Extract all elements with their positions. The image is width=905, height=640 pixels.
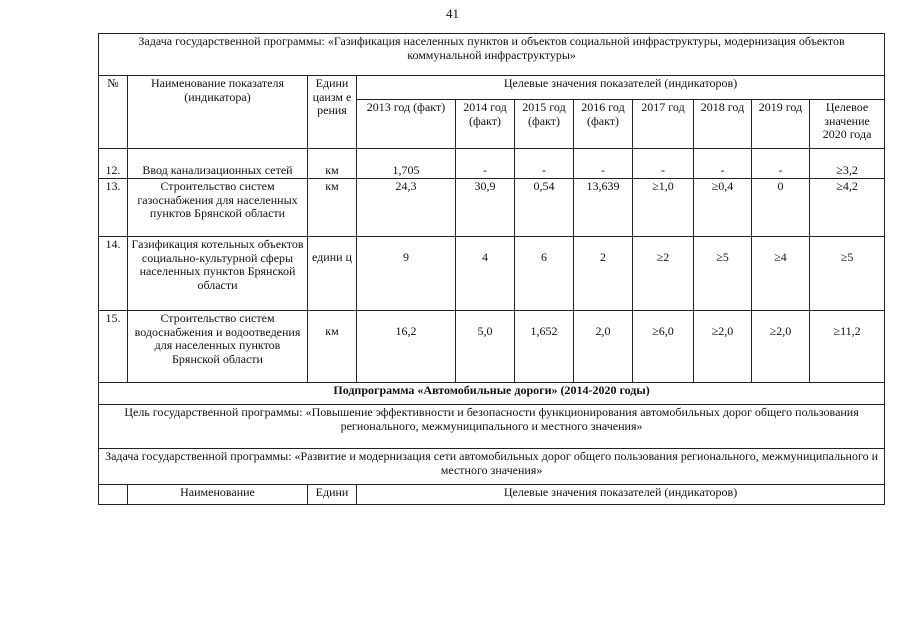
row-value: - bbox=[694, 149, 752, 179]
row-value: 1,705 bbox=[357, 149, 456, 179]
row-value: - bbox=[515, 149, 574, 179]
row-value: ≥2 bbox=[633, 237, 694, 311]
row-value: ≥1,0 bbox=[633, 179, 694, 237]
row-name: Ввод канализационных сетей bbox=[128, 149, 308, 179]
row-number: 15. bbox=[99, 311, 128, 383]
row-value: 1,652 bbox=[515, 311, 574, 383]
row-value: 13,639 bbox=[574, 179, 633, 237]
row-value: 2 bbox=[574, 237, 633, 311]
row-value: 0,54 bbox=[515, 179, 574, 237]
header-no: № bbox=[99, 76, 128, 149]
row-value: ≥4 bbox=[752, 237, 810, 311]
row-unit: км bbox=[308, 149, 357, 179]
row-value: ≥2,0 bbox=[752, 311, 810, 383]
table-row bbox=[99, 311, 885, 383]
footer-header-name: Наименование bbox=[128, 485, 308, 505]
header-year-2014: 2014 год (факт) bbox=[456, 100, 515, 149]
row-value: 24,3 bbox=[357, 179, 456, 237]
row-number: 13. bbox=[99, 179, 128, 237]
row-value: ≥4,2 bbox=[810, 179, 885, 237]
table-row bbox=[99, 179, 885, 237]
header-name: Наименование показателя (индикатора) bbox=[128, 76, 308, 149]
row-value: ≥6,0 bbox=[633, 311, 694, 383]
page-number: 41 bbox=[446, 6, 459, 21]
header-target-2020: Целевое значение 2020 года bbox=[810, 100, 885, 149]
row-unit: км bbox=[308, 311, 357, 383]
row-value: 5,0 bbox=[456, 311, 515, 383]
goal-cell: Цель государственной программы: «Повышение эффективности и безопасности функционирования автомобильных дорог общего пользования регионального, межмуниципального и местного значения» bbox=[99, 405, 885, 449]
header-year-2019: 2019 год bbox=[752, 100, 810, 149]
header-year-2017: 2017 год bbox=[633, 100, 694, 149]
subprogram-title: Подпрограмма «Автомобильные дороги» (2014-2020 годы) bbox=[99, 383, 885, 405]
row-value: 2,0 bbox=[574, 311, 633, 383]
row-value: 6 bbox=[515, 237, 574, 311]
row-value: - bbox=[574, 149, 633, 179]
row-value: 30,9 bbox=[456, 179, 515, 237]
table-row bbox=[99, 237, 885, 311]
row-value: - bbox=[456, 149, 515, 179]
row-value: ≥5 bbox=[694, 237, 752, 311]
row-value: ≥11,2 bbox=[810, 311, 885, 383]
header-year-2013: 2013 год (факт) bbox=[357, 100, 456, 149]
row-value: ≥0,4 bbox=[694, 179, 752, 237]
row-number: 14. bbox=[99, 237, 128, 311]
indicators-table bbox=[98, 33, 885, 505]
header-year-2015: 2015 год (факт) bbox=[515, 100, 574, 149]
row-value: 16,2 bbox=[357, 311, 456, 383]
row-unit: км bbox=[308, 179, 357, 237]
row-name: Газификация котельных объектов социально-культурной сферы населенных пунктов Брянской области bbox=[128, 237, 308, 311]
row-number: 12. bbox=[99, 149, 128, 179]
header-year-2018: 2018 год bbox=[694, 100, 752, 149]
task2-row bbox=[99, 449, 885, 485]
row-value: - bbox=[633, 149, 694, 179]
task2-cell: Задача государственной программы: «Развитие и модернизация сети автомобильных дорог общего пользования регионального, межмуниципального и местного значения» bbox=[99, 449, 885, 485]
row-value: 0 bbox=[752, 179, 810, 237]
subprogram-row bbox=[99, 383, 885, 405]
row-value: ≥2,0 bbox=[694, 311, 752, 383]
footer-header-target-group: Целевые значения показателей (индикаторов) bbox=[357, 485, 885, 505]
row-value: - bbox=[752, 149, 810, 179]
row-value: 4 bbox=[456, 237, 515, 311]
footer-header-unit: Едини bbox=[308, 485, 357, 505]
footer-header-row bbox=[99, 485, 885, 505]
row-name: Строительство систем водоснабжения и водоотведения для населенных пунктов Брянской области bbox=[128, 311, 308, 383]
row-unit: едини ц bbox=[308, 237, 357, 311]
goal-row bbox=[99, 405, 885, 449]
row-value: ≥5 bbox=[810, 237, 885, 311]
footer-header-no bbox=[99, 485, 128, 505]
header-unit: Едини цаизм е рения bbox=[308, 76, 357, 149]
task-header-cell: Задача государственной программы: «Газификация населенных пунктов и объектов социальной инфраструктуры, модернизация объектов коммунальной инфраструктуры» bbox=[99, 34, 885, 76]
row-value: 9 bbox=[357, 237, 456, 311]
row-name: Строительство систем газоснабжения для населенных пунктов Брянской области bbox=[128, 179, 308, 237]
row-value: ≥3,2 bbox=[810, 149, 885, 179]
column-header-row bbox=[99, 76, 885, 100]
table-row bbox=[99, 149, 885, 179]
header-year-2016: 2016 год (факт) bbox=[574, 100, 633, 149]
header-target-group: Целевые значения показателей (индикаторов) bbox=[357, 76, 885, 100]
task-header-row bbox=[99, 34, 885, 76]
